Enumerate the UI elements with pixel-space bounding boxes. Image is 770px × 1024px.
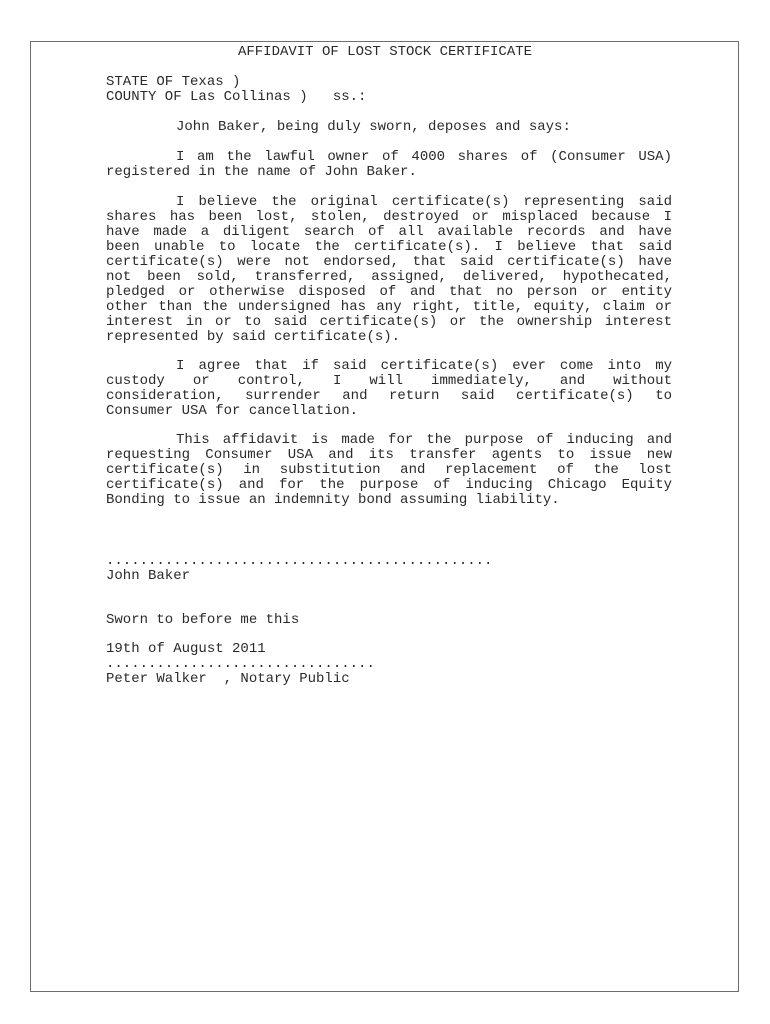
paragraph-3-line: consideration, surrender and return said certificate(s) to (106, 388, 672, 404)
paragraph-3-line: Consumer USA for cancellation. (106, 403, 359, 419)
paragraph-2-line: represented by said certificate(s). (106, 329, 401, 345)
paragraph-2-line: been unable to locate the certificate(s). I believe that said (106, 239, 672, 255)
signature-line: .............................................. (106, 553, 493, 569)
paragraph-4-line: This affidavit is made for the purpose of inducing and (176, 432, 672, 448)
paragraph-3-line: I agree that if said certificate(s) ever come into my (176, 358, 672, 374)
signer-name: John Baker (106, 568, 191, 584)
paragraph-2-line: shares has been lost, stolen, destroyed or misplaced because I (106, 209, 672, 225)
paragraph-2-line: I believe the original certificate(s) representing said (176, 194, 672, 210)
notary-name: Peter Walker , Notary Public (106, 671, 350, 687)
document-title: AFFIDAVIT OF LOST STOCK CERTIFICATE (237, 44, 533, 60)
paragraph-4-line: Bonding to issue an indemnity bond assuming liability. (106, 492, 560, 508)
paragraph-2-line: interest in or to said certificate(s) or the ownership interest (106, 314, 672, 330)
venue-county: COUNTY OF Las Collinas ) ss.: (106, 89, 367, 105)
paragraph-2-line: have made a diligent search of all available records and have (106, 224, 672, 240)
paragraph-2-line: other than the undersigned has any right, title, equity, claim or (106, 299, 672, 315)
paragraph-2-line: certificate(s) were not endorsed, that said certificate(s) have (106, 254, 672, 270)
document-page (30, 41, 739, 992)
intro-statement: John Baker, being duly sworn, deposes and says: (176, 119, 571, 135)
paragraph-4-line: certificate(s) in substitution and replacement of the lost (106, 462, 672, 478)
paragraph-1-line: I am the lawful owner of 4000 shares of (Consumer USA) (176, 149, 672, 165)
sworn-statement: Sworn to before me this (106, 612, 300, 628)
paragraph-4-line: requesting Consumer USA and its transfer agents to issue new (106, 447, 672, 463)
paragraph-2-line: not been sold, transferred, assigned, delivered, hypothecated, (106, 269, 672, 285)
venue-state: STATE OF Texas ) (106, 74, 241, 90)
paragraph-4-line: certificate(s) and for the purpose of inducing Chicago Equity (106, 477, 672, 493)
notary-signature-line: ................................ (106, 656, 375, 672)
paragraph-1-line: registered in the name of John Baker. (106, 164, 417, 180)
sworn-date: 19th of August 2011 (106, 641, 266, 657)
paragraph-2-line: pledged or otherwise disposed of and that no person or entity (106, 284, 672, 300)
paragraph-3-line: custody or control, I will immediately, and without (106, 373, 672, 389)
